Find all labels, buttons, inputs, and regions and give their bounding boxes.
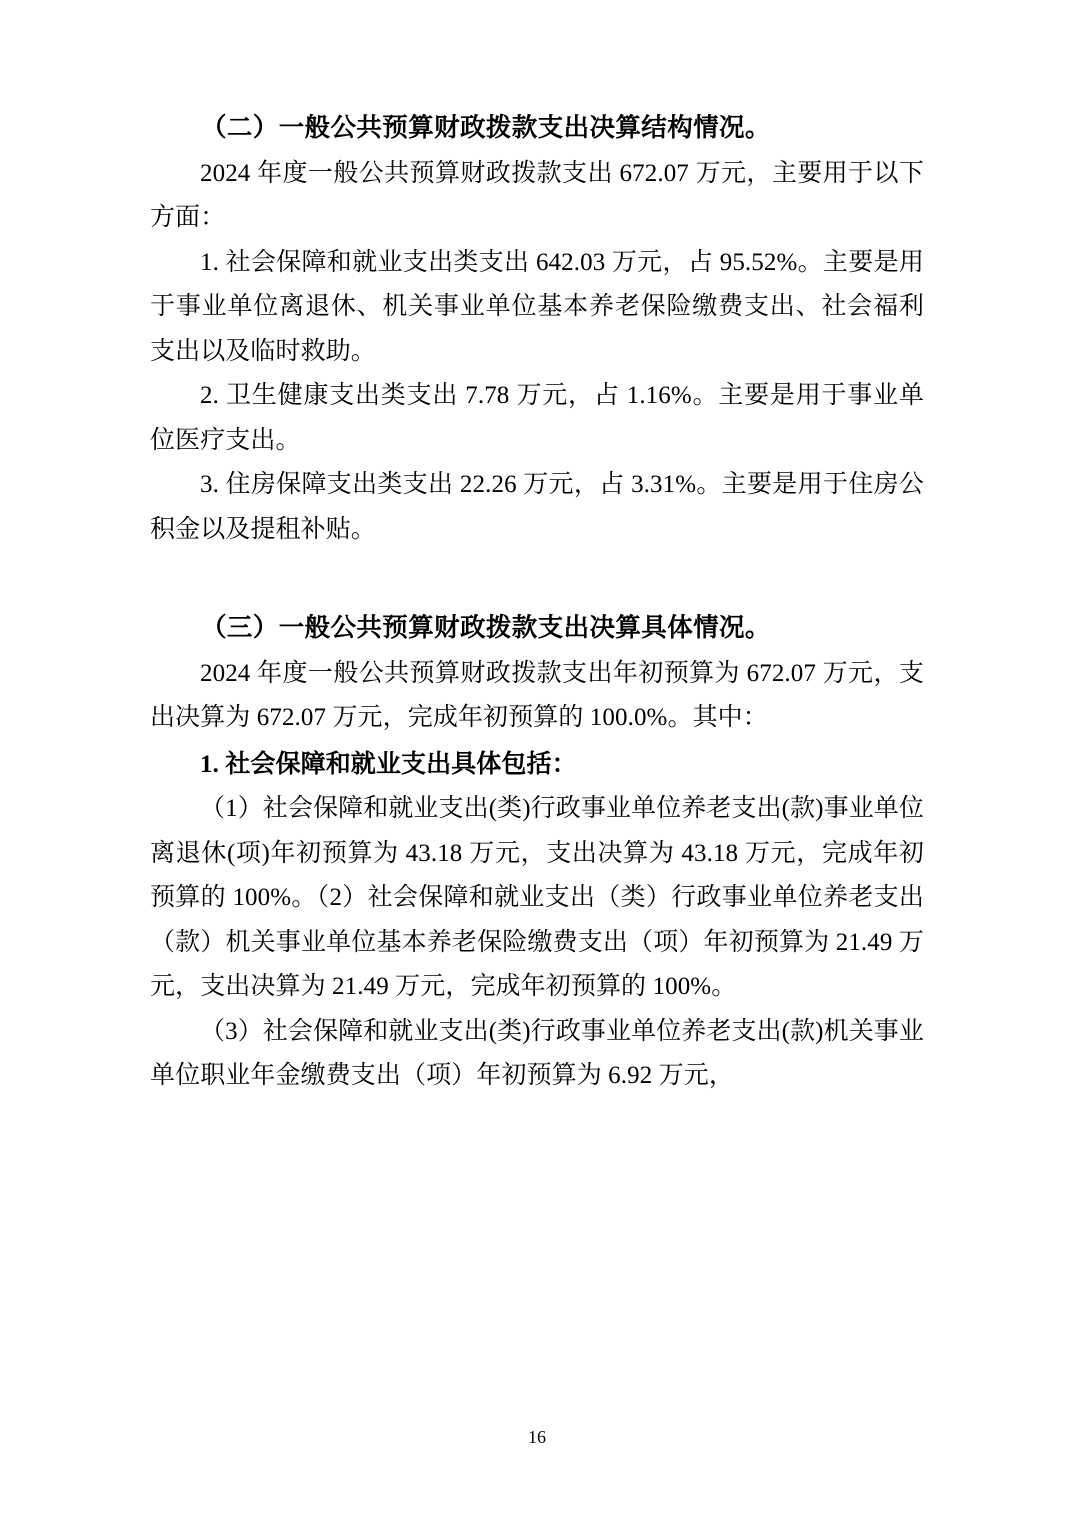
paragraph-2-2: 1. 社会保障和就业支出类支出 642.03 万元，占 95.52%。主要是用于事业单位离退休、机关事业单位基本养老保险缴费支出、社会福利支出以及临时救助。 (150, 248, 924, 365)
subheading-3-1: 1. 社会保障和就业支出具体包括： (200, 750, 577, 778)
paragraph-3-2: （1）社会保障和就业支出(类)行政事业单位养老支出(款)事业单位离退休(项)年初预算为 43.18 万元，支出决算为 43.18 万元，完成年初预算的 100%。（2）社会保障和就业支出（类）行政事业单位养老支出（款）机关事业单位基本养老保险缴费支出（项）年初预算为 21.49 万元，支出决算为 21.49 万元，完成年初预算的 100%。 (150, 795, 925, 1001)
paragraph-2-4: 3. 住房保障支出类支出 22.26 万元，占 3.31%。主要是用于住房公积金以及提租补贴。 (150, 471, 924, 543)
section-spacer (150, 552, 924, 608)
paragraph-2-1: 2024 年度一般公共预算财政拨款支出 672.07 万元，主要用于以下方面： (150, 159, 924, 232)
page-number: 16 (528, 1427, 546, 1447)
paragraph-3-1: 2024 年度一般公共预算财政拨款支出年初预算为 672.07 万元，支出决算为 672.07 万元，完成年初预算的 100.0%。其中： (150, 659, 924, 732)
section-heading-2: （二）一般公共预算财政拨款支出决算结构情况。 (201, 113, 771, 142)
section-heading-3: （三）一般公共预算财政拨款支出决算具体情况。 (201, 613, 771, 643)
paragraph-3-3: （3）社会保障和就业支出(类)行政事业单位养老支出(款)机关事业单位职业年金缴费支出（项）年初预算为 6.92 万元， (150, 1017, 925, 1090)
document-body (150, 108, 924, 1099)
paragraph-2-3: 2. 卫生健康支出类支出 7.78 万元，占 1.16%。主要是用于事业单位医疗支出。 (150, 382, 924, 454)
